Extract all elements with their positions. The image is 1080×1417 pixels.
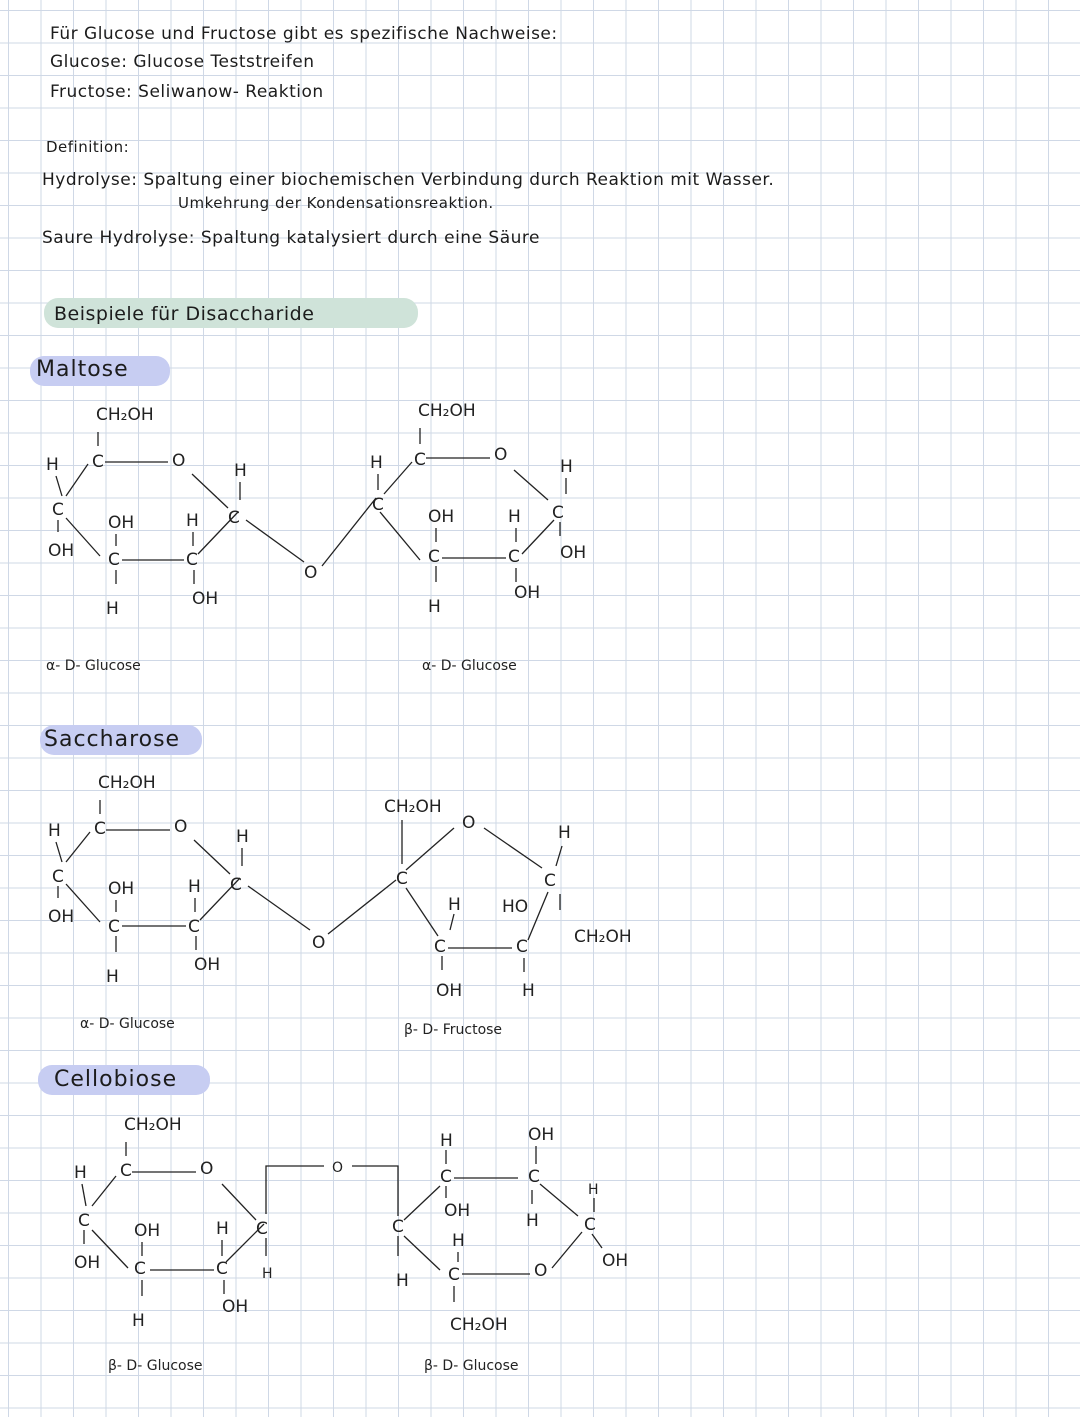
definition-umkehrung: Umkehrung der Kondensationsreaktion. bbox=[178, 194, 494, 212]
atom-label: H bbox=[132, 1311, 145, 1331]
atom-label: OH bbox=[222, 1297, 249, 1317]
maltose-title: Maltose bbox=[36, 357, 129, 382]
atom-label: C bbox=[186, 550, 198, 570]
atom-label: H bbox=[46, 455, 59, 475]
maltose-right-caption: α- D- Glucose bbox=[422, 658, 517, 674]
glycosidic-oxygen: O bbox=[312, 933, 326, 953]
maltose-right-glucose bbox=[370, 401, 586, 617]
atom-label: OH bbox=[194, 955, 221, 975]
glycosidic-oxygen: O bbox=[304, 563, 318, 583]
atom-label: CH₂OH bbox=[98, 773, 156, 793]
atom-label: C bbox=[392, 1217, 404, 1237]
atom-label: C bbox=[516, 937, 528, 957]
atom-label: C bbox=[256, 1219, 268, 1239]
ring-oxygen: O bbox=[200, 1159, 214, 1179]
atom-label: H bbox=[188, 877, 201, 897]
intro-line-2: Glucose: Glucose Teststreifen bbox=[50, 52, 315, 72]
atom-label: OH bbox=[108, 513, 135, 533]
atom-label: C bbox=[428, 547, 440, 567]
atom-label: OH bbox=[444, 1201, 471, 1221]
atom-label: H bbox=[48, 821, 61, 841]
ring-oxygen: O bbox=[172, 451, 186, 471]
definition-heading: Definition: bbox=[46, 138, 130, 156]
intro-line-3: Fructose: Seliwanow- Reaktion bbox=[50, 82, 324, 102]
atom-label: C bbox=[94, 819, 106, 839]
atom-label: CH₂OH bbox=[450, 1315, 508, 1335]
atom-label: OH bbox=[108, 879, 135, 899]
atom-label: C bbox=[216, 1259, 228, 1279]
atom-label: OH bbox=[48, 541, 75, 561]
atom-label: H bbox=[526, 1211, 539, 1231]
atom-label: OH bbox=[192, 589, 219, 609]
atom-label: C bbox=[108, 917, 120, 937]
atom-label: OH bbox=[560, 543, 587, 563]
definition-hydrolyse: Hydrolyse: Spaltung einer biochemischen Verbindung durch Reaktion mit Wasser. bbox=[42, 170, 775, 190]
atom-label: C bbox=[396, 869, 408, 889]
atom-label: H bbox=[558, 823, 571, 843]
atom-label: C bbox=[230, 875, 242, 895]
atom-label: OH bbox=[602, 1251, 629, 1271]
atom-label: C bbox=[544, 871, 556, 891]
atom-label: CH₂OH bbox=[96, 405, 154, 425]
atom-label: H bbox=[448, 895, 461, 915]
definition-saure: Saure Hydrolyse: Spaltung katalysiert durch eine Säure bbox=[42, 228, 540, 248]
ring-oxygen: O bbox=[494, 445, 508, 465]
atom-label: C bbox=[134, 1259, 146, 1279]
atom-label: H bbox=[74, 1163, 87, 1183]
atom-label: OH bbox=[134, 1221, 161, 1241]
atom-label: C bbox=[440, 1167, 452, 1187]
saccharose-right-caption: β- D- Fructose bbox=[404, 1022, 503, 1038]
atom-label: C bbox=[120, 1161, 132, 1181]
atom-label: CH₂OH bbox=[574, 927, 632, 947]
cellobiose-left-caption: β- D- Glucose bbox=[108, 1358, 203, 1374]
atom-label: C bbox=[228, 508, 240, 528]
atom-label: C bbox=[434, 937, 446, 957]
atom-label: H bbox=[106, 967, 119, 987]
atom-label: C bbox=[52, 500, 64, 520]
intro-line-1: Für Glucose und Fructose gibt es spezifische Nachweise: bbox=[50, 24, 558, 44]
atom-label: H bbox=[216, 1219, 229, 1239]
atom-label: CH₂OH bbox=[384, 797, 442, 817]
maltose-left-glucose bbox=[46, 405, 304, 619]
examples-heading: Beispiele für Disaccharide bbox=[54, 303, 315, 325]
atom-label: C bbox=[584, 1215, 596, 1235]
atom-label: H bbox=[522, 981, 535, 1001]
saccharose-structure bbox=[48, 773, 632, 1038]
atom-label: HO bbox=[502, 897, 529, 917]
cellobiose-right-caption: β- D- Glucose bbox=[424, 1358, 519, 1374]
cellobiose-left-glucose bbox=[74, 1115, 273, 1331]
maltose-structure bbox=[46, 401, 586, 674]
atom-label: H bbox=[106, 599, 119, 619]
ring-oxygen: O bbox=[174, 817, 188, 837]
atom-label: CH₂OH bbox=[418, 401, 476, 421]
atom-label: H bbox=[588, 1182, 599, 1198]
atom-label: C bbox=[92, 452, 104, 472]
atom-label: C bbox=[188, 917, 200, 937]
atom-label: OH bbox=[436, 981, 463, 1001]
atom-label: OH bbox=[528, 1125, 555, 1145]
cellobiose-right-glucose bbox=[392, 1125, 628, 1335]
saccharose-title: Saccharose bbox=[44, 727, 181, 752]
atom-label: C bbox=[552, 503, 564, 523]
atom-label: C bbox=[372, 495, 384, 515]
atom-label: C bbox=[508, 547, 520, 567]
atom-label: C bbox=[448, 1265, 460, 1285]
cellobiose-title: Cellobiose bbox=[54, 1067, 178, 1092]
atom-label: OH bbox=[48, 907, 75, 927]
atom-label: H bbox=[186, 511, 199, 531]
atom-label: C bbox=[528, 1167, 540, 1187]
atom-label: CH₂OH bbox=[124, 1115, 182, 1135]
atom-label: H bbox=[452, 1231, 465, 1251]
atom-label: H bbox=[234, 461, 247, 481]
atom-label: C bbox=[108, 550, 120, 570]
atom-label: H bbox=[428, 597, 441, 617]
atom-label: H bbox=[262, 1266, 273, 1282]
atom-label: H bbox=[370, 453, 383, 473]
atom-label: H bbox=[396, 1271, 409, 1291]
ring-oxygen: O bbox=[534, 1261, 548, 1281]
atom-label: OH bbox=[74, 1253, 101, 1273]
saccharose-left-glucose bbox=[48, 773, 310, 987]
atom-label: H bbox=[440, 1131, 453, 1151]
atom-label: OH bbox=[514, 583, 541, 603]
atom-label: H bbox=[508, 507, 521, 527]
atom-label: OH bbox=[428, 507, 455, 527]
atom-label: C bbox=[78, 1211, 90, 1231]
atom-label: H bbox=[236, 827, 249, 847]
ring-oxygen: O bbox=[462, 813, 476, 833]
saccharose-right-fructose bbox=[384, 797, 632, 1001]
cellobiose-structure bbox=[74, 1115, 628, 1374]
saccharose-left-caption: α- D- Glucose bbox=[80, 1016, 175, 1032]
atom-label: H bbox=[560, 457, 573, 477]
atom-label: C bbox=[52, 867, 64, 887]
maltose-left-caption: α- D- Glucose bbox=[46, 658, 141, 674]
glycosidic-oxygen: O bbox=[332, 1160, 344, 1176]
atom-label: C bbox=[414, 450, 426, 470]
